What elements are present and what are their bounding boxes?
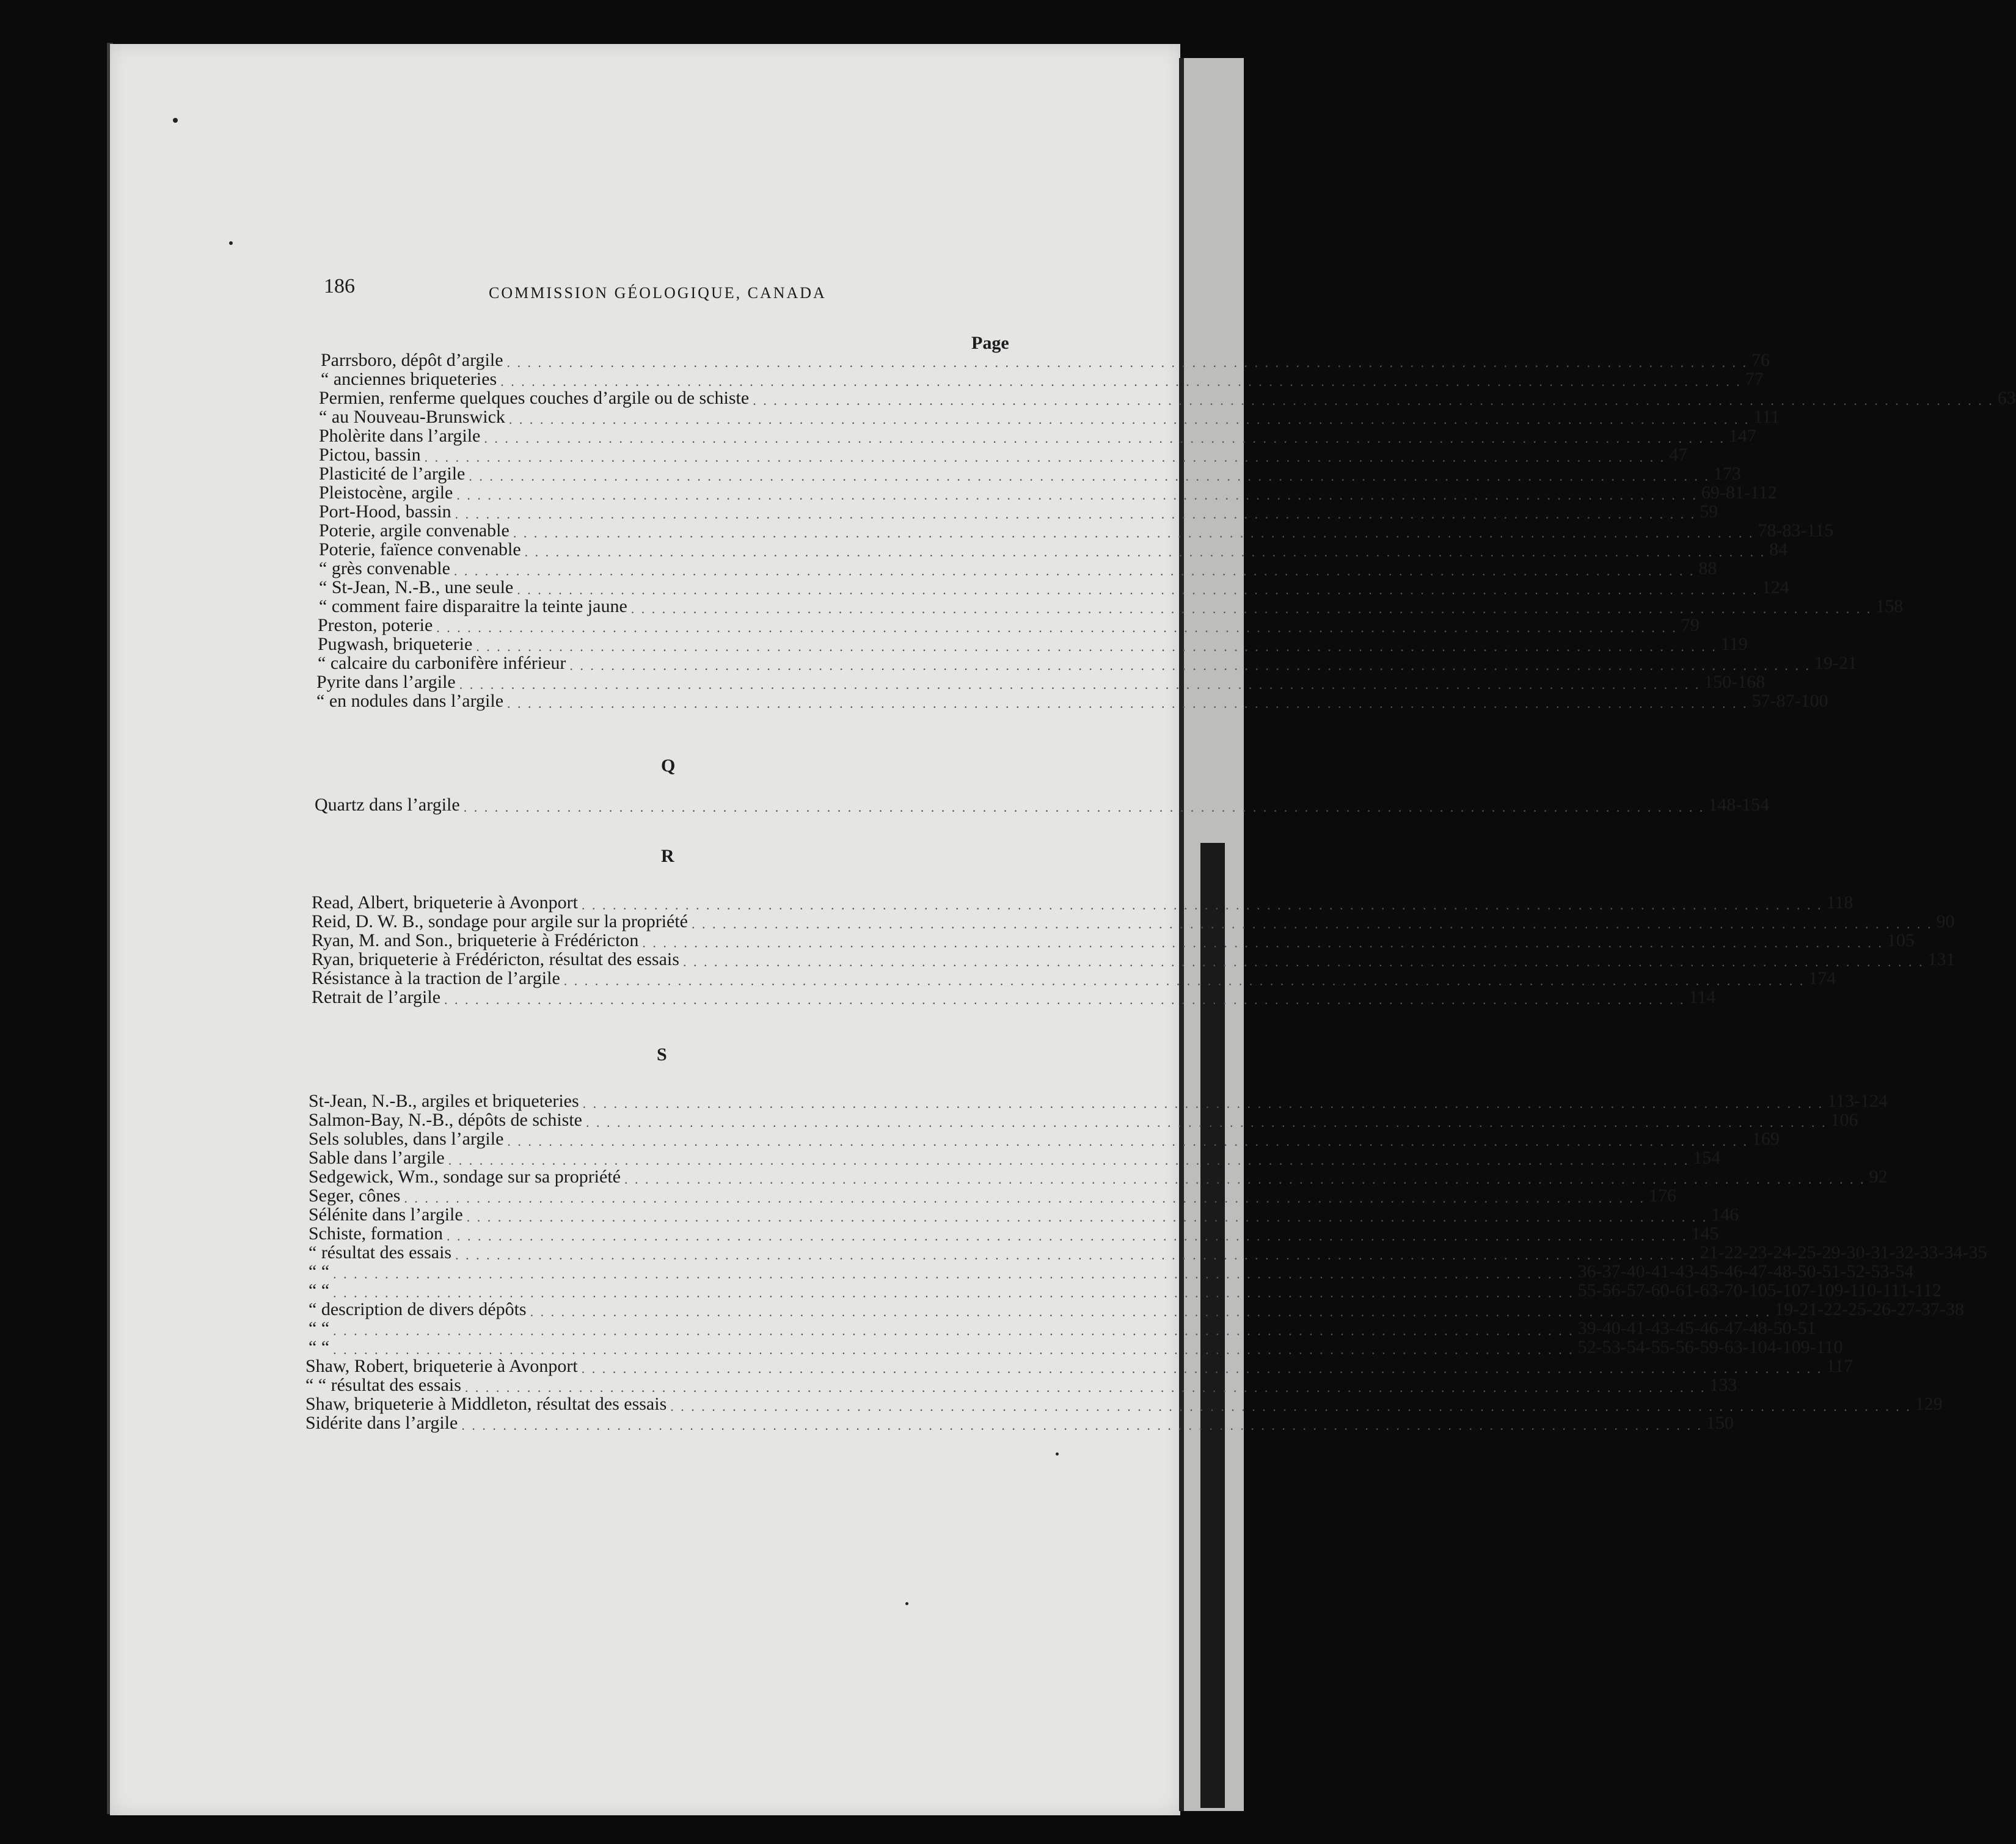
entry-page: 84 xyxy=(1769,539,1788,559)
running-title: COMMISSION GÉOLOGIQUE, CANADA xyxy=(489,284,827,302)
entry-text: Plasticité de l’argile xyxy=(319,464,466,484)
index-entry xyxy=(318,633,1748,654)
entry-text: Pyrite dans l’argile xyxy=(316,672,456,692)
entry-text: Pleistocène, argile xyxy=(319,483,453,503)
dot-leader: . . . . . . . . . . . . . . . . . . . . . . . . . . . . . . . . . . . . . . . . . . . . . . . . . . . . . . . . . . . . . . . . . . . . . . . . . . . . . . . . . . . . . . . . . . . . . . . . . . . . . . . . . . . . . . . . . . . . . . . . xyxy=(404,1190,1645,1206)
entry-page: 131 xyxy=(1927,949,1956,969)
entry-text: “ description de divers dépôts xyxy=(309,1299,527,1319)
dot-leader: . . . . . . . . . . . . . . . . . . . . . . . . . . . . . . . . . . . . . . . . . . . . . . . . . . . . . . . . . . . . . . . . . . . . . . . . . . . . . . . . . . . . . . . . . . . . . . . . . . . . . . . . . . . . . . . . . . . . . . . . xyxy=(424,450,1666,465)
dot-leader: . . . . . . . . . . . . . . . . . . . . . . . . . . . . . . . . . . . . . . . . . . . . . . . . . . . . . . . . . . . . . . . . . . . . . . . . . . . . . . . . . . . . . . . . . . . . . . . . . . . . . . . . . . . . . . . . . . . . . . . . xyxy=(469,468,1710,484)
index-entry xyxy=(312,986,1716,1007)
entry-text: “ calcaire du carbonifère inférieur xyxy=(318,653,566,673)
entry-text: Sélénite dans l’argile xyxy=(309,1204,463,1225)
entry-page: 36-37-40-41-43-45-46-47-48-50-51-52-53-54 xyxy=(1577,1261,1914,1281)
index-entry xyxy=(309,1147,1721,1168)
entry-page: 173 xyxy=(1713,464,1741,484)
index-entry xyxy=(305,1374,1737,1395)
dot-leader: . . . . . . . . . . . . . . . . . . . . . . . . . . . . . . . . . . . . . . . . . . . . . . . . . . . . . . . . . . . . . . . . . . . . . . . . . . . . . . . . . . . . . . . . . . . . . . . . . . . . . . . . . . . . . . . . . . . . . . . . xyxy=(444,992,1685,1007)
entry-page: 78-83-115 xyxy=(1758,520,1834,541)
entry-page: 92 xyxy=(1869,1167,1888,1187)
index-entry xyxy=(319,520,1834,541)
dot-leader: . . . . . . . . . . . . . . . . . . . . . . . . . . . . . . . . . . . . . . . . . . . . . . . . . . . . . . . . . . . . . . . . . . . . . . . . . . . . . . . . . . . . . . . . . . . . . . . . . . . . . . . . . . . . . . . . . . . . . . . . xyxy=(507,1134,1748,1149)
dot-leader: . . . . . . . . . . . . . . . . . . . . . . . . . . . . . . . . . . . . . . . . . . . . . . . . . . . . . . . . . . . . . . . . . . . . . . . . . . . . . . . . . . . . . . . . . . . . . . . . . . . . . . . . . . . . . . . . . . . . . . . . xyxy=(507,696,1748,711)
dot-leader: . . . . . . . . . . . . . . . . . . . . . . . . . . . . . . . . . . . . . . . . . . . . . . . . . . . . . . . . . . . . . . . . . . . . . . . . . . . . . . . . . . . . . . . . . . . . . . . . . . . . . . . . . . . . . . . . . . . . . . . . xyxy=(333,1285,1574,1300)
entry-page: 57-87-100 xyxy=(1751,691,1828,711)
entry-text: Sedgewick, Wm., sondage sur sa propriété xyxy=(309,1167,621,1187)
index-entry xyxy=(305,1393,1943,1414)
entry-page: 105 xyxy=(1886,930,1915,950)
scan-speck xyxy=(173,118,178,123)
entry-text: Poterie, argile convenable xyxy=(319,520,509,541)
entry-page: 88 xyxy=(1698,558,1717,578)
entry-text: Poterie, faïence convenable xyxy=(319,539,521,559)
index-entry xyxy=(309,1317,1816,1338)
entry-text: Seger, cônes xyxy=(309,1186,401,1206)
dot-leader: . . . . . . . . . . . . . . . . . . . . . . . . . . . . . . . . . . . . . . . . . . . . . . . . . . . . . . . . . . . . . . . . . . . . . . . . . . . . . . . . . . . . . . . . . . . . . . . . . . . . . . . . . . . . . . . . . . . . . . . . xyxy=(455,506,1696,522)
entry-text: Retrait de l’argile xyxy=(312,987,441,1007)
entry-text: “ grès convenable xyxy=(319,558,450,578)
index-entry xyxy=(319,501,1718,522)
entry-text: “ résultat des essais xyxy=(309,1242,452,1263)
index-entry xyxy=(305,1412,1734,1433)
entry-page: 47 xyxy=(1669,445,1688,465)
dot-leader: . . . . . . . . . . . . . . . . . . . . . . . . . . . . . . . . . . . . . . . . . . . . . . . . . . . . . . . . . . . . . . . . . . . . . . . . . . . . . . . . . . . . . . . . . . . . . . . . . . . . . . . . . . . . . . . . . . . . . . . . xyxy=(461,1418,1703,1433)
entry-page: 52-53-54-55-56-59-63-104-109-110 xyxy=(1577,1337,1843,1357)
index-entry xyxy=(309,1242,1987,1263)
dot-leader: . . . . . . . . . . . . . . . . . . . . . . . . . . . . . . . . . . . . . . . . . . . . . . . . . . . . . . . . . . . . . . . . . . . . . . . . . . . . . . . . . . . . . . . . . . . . . . . . . . . . . . . . . . . . . . . . . . . . . . . . xyxy=(436,620,1678,635)
dot-leader: . . . . . . . . . . . . . . . . . . . . . . . . . . . . . . . . . . . . . . . . . . . . . . . . . . . . . . . . . . . . . . . . . . . . . . . . . . . . . . . . . . . . . . . . . . . . . . . . . . . . . . . . . . . . . . . . . . . . . . . . xyxy=(682,954,1924,969)
entry-page: 147 xyxy=(1728,426,1756,446)
dot-leader: . . . . . . . . . . . . . . . . . . . . . . . . . . . . . . . . . . . . . . . . . . . . . . . . . . . . . . . . . . . . . . . . . . . . . . . . . . . . . . . . . . . . . . . . . . . . . . . . . . . . . . . . . . . . . . . . . . . . . . . . xyxy=(508,412,1750,427)
entry-page: 55-56-57-60-61-63-70-105-107-109-110-111-112 xyxy=(1577,1280,1942,1300)
index-entry xyxy=(312,949,1956,969)
entry-page: 19-21-22-25-26-27-37-38 xyxy=(1775,1299,1965,1319)
dot-leader: . . . . . . . . . . . . . . . . . . . . . . . . . . . . . . . . . . . . . . . . . . . . . . . . . . . . . . . . . . . . . . . . . . . . . . . . . . . . . . . . . . . . . . . . . . . . . . . . . . . . . . . . . . . . . . . . . . . . . . . . xyxy=(670,1399,1912,1414)
entry-text: “ comment faire disparaitre la teinte jaune xyxy=(319,596,627,616)
dot-leader: . . . . . . . . . . . . . . . . . . . . . . . . . . . . . . . . . . . . . . . . . . . . . . . . . . . . . . . . . . . . . . . . . . . . . . . . . . . . . . . . . . . . . . . . . . . . . . . . . . . . . . . . . . . . . . . . . . . . . . . . xyxy=(506,355,1748,370)
dot-leader: . . . . . . . . . . . . . . . . . . . . . . . . . . . . . . . . . . . . . . . . . . . . . . . . . . . . . . . . . . . . . . . . . . . . . . . . . . . . . . . . . . . . . . . . . . . . . . . . . . . . . . . . . . . . . . . . . . . . . . . . xyxy=(513,525,1755,541)
dot-leader: . . . . . . . . . . . . . . . . . . . . . . . . . . . . . . . . . . . . . . . . . . . . . . . . . . . . . . . . . . . . . . . . . . . . . . . . . . . . . . . . . . . . . . . . . . . . . . . . . . . . . . . . . . . . . . . . . . . . . . . . xyxy=(624,1172,1866,1187)
index-entry xyxy=(319,406,1780,427)
entry-page: 21-22-23-24-25-29-30-31-32-33-34-35 xyxy=(1700,1242,1987,1263)
dot-leader: . . . . . . . . . . . . . . . . . . . . . . . . . . . . . . . . . . . . . . . . . . . . . . . . . . . . . . . . . . . . . . . . . . . . . . . . . . . . . . . . . . . . . . . . . . . . . . . . . . . . . . . . . . . . . . . . . . . . . . . . xyxy=(333,1266,1574,1281)
dot-leader: . . . . . . . . . . . . . . . . . . . . . . . . . . . . . . . . . . . . . . . . . . . . . . . . . . . . . . . . . . . . . . . . . . . . . . . . . . . . . . . . . . . . . . . . . . . . . . . . . . . . . . . . . . . . . . . . . . . . . . . . xyxy=(464,1380,1706,1395)
entry-text: Sable dans l’argile xyxy=(309,1148,445,1168)
dot-leader: . . . . . . . . . . . . . . . . . . . . . . . . . . . . . . . . . . . . . . . . . . . . . . . . . . . . . . . . . . . . . . . . . . . . . . . . . . . . . . . . . . . . . . . . . . . . . . . . . . . . . . . . . . . . . . . . . . . . . . . . xyxy=(517,582,1758,597)
dot-leader: . . . . . . . . . . . . . . . . . . . . . . . . . . . . . . . . . . . . . . . . . . . . . . . . . . . . . . . . . . . . . . . . . . . . . . . . . . . . . . . . . . . . . . . . . . . . . . . . . . . . . . . . . . . . . . . . . . . . . . . . xyxy=(563,973,1805,988)
entry-page: 106 xyxy=(1830,1110,1858,1130)
entry-page: 90 xyxy=(1936,911,1955,931)
entry-text: “ “ xyxy=(309,1337,330,1357)
index-entry xyxy=(309,1166,1888,1187)
index-entry xyxy=(318,652,1857,673)
entry-text: Shaw, Robert, briqueterie à Avonport xyxy=(305,1356,578,1376)
dot-leader: . . . . . . . . . . . . . . . . . . . . . . . . . . . . . . . . . . . . . . . . . . . . . . . . . . . . . . . . . . . . . . . . . . . . . . . . . . . . . . . . . . . . . . . . . . . . . . . . . . . . . . . . . . . . . . . . . . . . . . . . xyxy=(692,916,1933,931)
entry-text: Salmon-Bay, N.-B., dépôts de schiste xyxy=(309,1110,582,1130)
entry-text: Quartz dans l’argile xyxy=(315,795,460,815)
section-letter-r: R xyxy=(661,846,674,866)
entry-page: 113-124 xyxy=(1827,1091,1888,1111)
entry-text: Ryan, M. and Son., briqueterie à Frédéricton xyxy=(312,930,639,950)
dot-leader: . . . . . . . . . . . . . . . . . . . . . . . . . . . . . . . . . . . . . . . . . . . . . . . . . . . . . . . . . . . . . . . . . . . . . . . . . . . . . . . . . . . . . . . . . . . . . . . . . . . . . . . . . . . . . . . . . . . . . . . . xyxy=(630,601,1872,616)
entry-page: 148-154 xyxy=(1708,795,1770,815)
scan-speck xyxy=(1056,1452,1059,1456)
dot-leader: . . . . . . . . . . . . . . . . . . . . . . . . . . . . . . . . . . . . . . . . . . . . . . . . . . . . . . . . . . . . . . . . . . . . . . . . . . . . . . . . . . . . . . . . . . . . . . . . . . . . . . . . . . . . . . . . . . . . . . . . xyxy=(446,1228,1688,1244)
entry-page: 19-21 xyxy=(1814,653,1857,673)
scan-speck xyxy=(229,241,233,245)
index-entry xyxy=(319,387,2016,408)
entry-text: Sidérite dans l’argile xyxy=(305,1413,458,1433)
entry-text: Read, Albert, briqueterie à Avonport xyxy=(312,892,578,913)
entry-page: 59 xyxy=(1700,501,1718,522)
entry-text: “ au Nouveau-Brunswick xyxy=(319,407,505,427)
entry-page: 76 xyxy=(1751,350,1770,370)
dot-leader: . . . . . . . . . . . . . . . . . . . . . . . . . . . . . . . . . . . . . . . . . . . . . . . . . . . . . . . . . . . . . . . . . . . . . . . . . . . . . . . . . . . . . . . . . . . . . . . . . . . . . . . . . . . . . . . . . . . . . . . . xyxy=(500,374,1742,389)
entry-page: 111 xyxy=(1753,407,1780,427)
index-entry xyxy=(312,892,1853,913)
index-entry xyxy=(319,558,1717,578)
entry-page: 158 xyxy=(1875,596,1904,616)
dot-leader: . . . . . . . . . . . . . . . . . . . . . . . . . . . . . . . . . . . . . . . . . . . . . . . . . . . . . . . . . . . . . . . . . . . . . . . . . . . . . . . . . . . . . . . . . . . . . . . . . . . . . . . . . . . . . . . . . . . . . . . . xyxy=(569,658,1811,673)
entry-page: 69-81-112 xyxy=(1701,483,1777,503)
dot-leader: . . . . . . . . . . . . . . . . . . . . . . . . . . . . . . . . . . . . . . . . . . . . . . . . . . . . . . . . . . . . . . . . . . . . . . . . . . . . . . . . . . . . . . . . . . . . . . . . . . . . . . . . . . . . . . . . . . . . . . . . xyxy=(333,1342,1574,1357)
dot-leader: . . . . . . . . . . . . . . . . . . . . . . . . . . . . . . . . . . . . . . . . . . . . . . . . . . . . . . . . . . . . . . . . . . . . . . . . . . . . . . . . . . . . . . . . . . . . . . . . . . . . . . . . . . . . . . . . . . . . . . . . xyxy=(753,393,1994,408)
entry-page: 133 xyxy=(1709,1375,1737,1395)
entry-page: 119 xyxy=(1720,634,1748,654)
entry-page: 154 xyxy=(1693,1148,1721,1168)
index-entry xyxy=(319,577,1789,597)
entry-page: 174 xyxy=(1808,968,1836,988)
dot-leader: . . . . . . . . . . . . . . . . . . . . . . . . . . . . . . . . . . . . . . . . . . . . . . . . . . . . . . . . . . . . . . . . . . . . . . . . . . . . . . . . . . . . . . . . . . . . . . . . . . . . . . . . . . . . . . . . . . . . . . . . xyxy=(642,935,1883,950)
entry-text: “ “ résultat des essais xyxy=(305,1375,461,1395)
section-letter-s: S xyxy=(657,1044,667,1065)
entry-text: Ryan, briqueterie à Frédéricton, résultat des essais xyxy=(312,949,679,969)
entry-text: Shaw, briqueterie à Middleton, résultat des essais xyxy=(305,1394,667,1414)
entry-page: 124 xyxy=(1761,577,1789,597)
entry-text: “ anciennes briqueteries xyxy=(321,369,497,389)
index-entry xyxy=(309,1090,1888,1111)
dot-leader: . . . . . . . . . . . . . . . . . . . . . . . . . . . . . . . . . . . . . . . . . . . . . . . . . . . . . . . . . . . . . . . . . . . . . . . . . . . . . . . . . . . . . . . . . . . . . . . . . . . . . . . . . . . . . . . . . . . . . . . . xyxy=(476,639,1717,654)
index-entry xyxy=(315,794,1770,815)
index-entry xyxy=(316,690,1828,711)
dot-leader: . . . . . . . . . . . . . . . . . . . . . . . . . . . . . . . . . . . . . . . . . . . . . . . . . . . . . . . . . . . . . . . . . . . . . . . . . . . . . . . . . . . . . . . . . . . . . . . . . . . . . . . . . . . . . . . . . . . . . . . . xyxy=(484,431,1725,446)
index-entry xyxy=(309,1336,1843,1357)
dot-leader: . . . . . . . . . . . . . . . . . . . . . . . . . . . . . . . . . . . . . . . . . . . . . . . . . . . . . . . . . . . . . . . . . . . . . . . . . . . . . . . . . . . . . . . . . . . . . . . . . . . . . . . . . . . . . . . . . . . . . . . . xyxy=(466,1209,1708,1225)
index-entry xyxy=(319,482,1777,503)
dot-leader: . . . . . . . . . . . . . . . . . . . . . . . . . . . . . . . . . . . . . . . . . . . . . . . . . . . . . . . . . . . . . . . . . . . . . . . . . . . . . . . . . . . . . . . . . . . . . . . . . . . . . . . . . . . . . . . . . . . . . . . . xyxy=(581,1361,1823,1376)
index-entry xyxy=(321,349,1770,370)
entry-text: “ “ xyxy=(309,1318,330,1338)
entry-page: 176 xyxy=(1648,1186,1676,1206)
entry-text: Pholèrite dans l’argile xyxy=(319,426,481,446)
entry-text: Parrsboro, dépôt d’argile xyxy=(321,350,503,370)
entry-text: Preston, poterie xyxy=(318,615,433,635)
index-entry xyxy=(309,1280,1942,1300)
entry-text: “ “ xyxy=(309,1261,330,1281)
entry-text: Port-Hood, bassin xyxy=(319,501,451,522)
index-entry xyxy=(312,968,1836,988)
dot-leader: . . . . . . . . . . . . . . . . . . . . . . . . . . . . . . . . . . . . . . . . . . . . . . . . . . . . . . . . . . . . . . . . . . . . . . . . . . . . . . . . . . . . . . . . . . . . . . . . . . . . . . . . . . . . . . . . . . . . . . . . xyxy=(453,563,1695,578)
index-entry xyxy=(305,1355,1853,1376)
page-number: 186 xyxy=(324,275,355,297)
index-entry xyxy=(309,1223,1719,1244)
entry-page: 118 xyxy=(1826,892,1853,913)
entry-page: 77 xyxy=(1745,369,1764,389)
entry-page: 117 xyxy=(1826,1356,1853,1376)
entry-text: “ “ xyxy=(309,1280,330,1300)
index-entry xyxy=(318,614,1700,635)
dot-leader: . . . . . . . . . . . . . . . . . . . . . . . . . . . . . . . . . . . . . . . . . . . . . . . . . . . . . . . . . . . . . . . . . . . . . . . . . . . . . . . . . . . . . . . . . . . . . . . . . . . . . . . . . . . . . . . . . . . . . . . . xyxy=(530,1304,1772,1319)
entry-page: 129 xyxy=(1915,1394,1943,1414)
dot-leader: . . . . . . . . . . . . . . . . . . . . . . . . . . . . . . . . . . . . . . . . . . . . . . . . . . . . . . . . . . . . . . . . . . . . . . . . . . . . . . . . . . . . . . . . . . . . . . . . . . . . . . . . . . . . . . . . . . . . . . . . xyxy=(586,1115,1827,1130)
entry-text: Pictou, bassin xyxy=(319,445,421,465)
entry-text: “ en nodules dans l’argile xyxy=(316,691,504,711)
entry-page: 169 xyxy=(1751,1129,1780,1149)
dot-leader: . . . . . . . . . . . . . . . . . . . . . . . . . . . . . . . . . . . . . . . . . . . . . . . . . . . . . . . . . . . . . . . . . . . . . . . . . . . . . . . . . . . . . . . . . . . . . . . . . . . . . . . . . . . . . . . . . . . . . . . . xyxy=(524,544,1766,559)
index-entry xyxy=(312,930,1915,950)
index-entry xyxy=(319,596,1904,616)
index-entry xyxy=(319,539,1788,559)
dot-leader: . . . . . . . . . . . . . . . . . . . . . . . . . . . . . . . . . . . . . . . . . . . . . . . . . . . . . . . . . . . . . . . . . . . . . . . . . . . . . . . . . . . . . . . . . . . . . . . . . . . . . . . . . . . . . . . . . . . . . . . . xyxy=(581,897,1823,913)
index-entry xyxy=(316,671,1766,692)
entry-text: Permien, renferme quelques couches d’argile ou de schiste xyxy=(319,388,750,408)
dot-leader: . . . . . . . . . . . . . . . . . . . . . . . . . . . . . . . . . . . . . . . . . . . . . . . . . . . . . . . . . . . . . . . . . . . . . . . . . . . . . . . . . . . . . . . . . . . . . . . . . . . . . . . . . . . . . . . . . . . . . . . . xyxy=(456,487,1698,503)
entry-text: Sels solubles, dans l’argile xyxy=(309,1129,504,1149)
entry-page: 145 xyxy=(1691,1223,1719,1244)
index-entry xyxy=(309,1204,1739,1225)
dot-leader: . . . . . . . . . . . . . . . . . . . . . . . . . . . . . . . . . . . . . . . . . . . . . . . . . . . . . . . . . . . . . . . . . . . . . . . . . . . . . . . . . . . . . . . . . . . . . . . . . . . . . . . . . . . . . . . . . . . . . . . . xyxy=(448,1153,1690,1168)
section-letter-q: Q xyxy=(661,756,676,776)
entry-page: 63 xyxy=(1997,388,2016,408)
entry-page: 114 xyxy=(1689,987,1716,1007)
index-entry xyxy=(319,463,1741,484)
index-entry xyxy=(312,911,1955,931)
entry-page: 150-168 xyxy=(1704,672,1766,692)
index-entry xyxy=(309,1128,1780,1149)
index-entry xyxy=(309,1185,1676,1206)
entry-page: 150 xyxy=(1706,1413,1734,1433)
entry-page: 79 xyxy=(1681,615,1700,635)
entry-page: 146 xyxy=(1711,1204,1739,1225)
index-entry xyxy=(321,368,1764,389)
page-gutter-edge xyxy=(1179,58,1184,1811)
dot-leader: . . . . . . . . . . . . . . . . . . . . . . . . . . . . . . . . . . . . . . . . . . . . . . . . . . . . . . . . . . . . . . . . . . . . . . . . . . . . . . . . . . . . . . . . . . . . . . . . . . . . . . . . . . . . . . . . . . . . . . . . xyxy=(463,800,1705,815)
dot-leader: . . . . . . . . . . . . . . . . . . . . . . . . . . . . . . . . . . . . . . . . . . . . . . . . . . . . . . . . . . . . . . . . . . . . . . . . . . . . . . . . . . . . . . . . . . . . . . . . . . . . . . . . . . . . . . . . . . . . . . . . xyxy=(582,1096,1824,1111)
scan-speck xyxy=(905,1602,908,1605)
entry-text: Résistance à la traction de l’argile xyxy=(312,968,560,988)
entry-text: Schiste, formation xyxy=(309,1223,443,1244)
entry-page: 39-40-41-43-45-46-47-48-50-51 xyxy=(1577,1318,1816,1338)
index-entry xyxy=(319,444,1688,465)
entry-text: “ St-Jean, N.-B., une seule xyxy=(319,577,514,597)
index-entry xyxy=(309,1109,1858,1130)
dot-leader: . . . . . . . . . . . . . . . . . . . . . . . . . . . . . . . . . . . . . . . . . . . . . . . . . . . . . . . . . . . . . . . . . . . . . . . . . . . . . . . . . . . . . . . . . . . . . . . . . . . . . . . . . . . . . . . . . . . . . . . . xyxy=(459,677,1701,692)
index-entry xyxy=(319,425,1756,446)
index-entry xyxy=(309,1261,1914,1281)
page-column-heading: Page xyxy=(971,333,1009,353)
entry-text: St-Jean, N.-B., argiles et briqueteries xyxy=(309,1091,579,1111)
entry-text: Reid, D. W. B., sondage pour argile sur la propriété xyxy=(312,911,688,931)
entry-text: Pugwash, briqueterie xyxy=(318,634,473,654)
index-entry xyxy=(309,1299,1965,1319)
dot-leader: . . . . . . . . . . . . . . . . . . . . . . . . . . . . . . . . . . . . . . . . . . . . . . . . . . . . . . . . . . . . . . . . . . . . . . . . . . . . . . . . . . . . . . . . . . . . . . . . . . . . . . . . . . . . . . . . . . . . . . . . xyxy=(333,1323,1574,1338)
dot-leader: . . . . . . . . . . . . . . . . . . . . . . . . . . . . . . . . . . . . . . . . . . . . . . . . . . . . . . . . . . . . . . . . . . . . . . . . . . . . . . . . . . . . . . . . . . . . . . . . . . . . . . . . . . . . . . . . . . . . . . . . xyxy=(455,1247,1696,1263)
